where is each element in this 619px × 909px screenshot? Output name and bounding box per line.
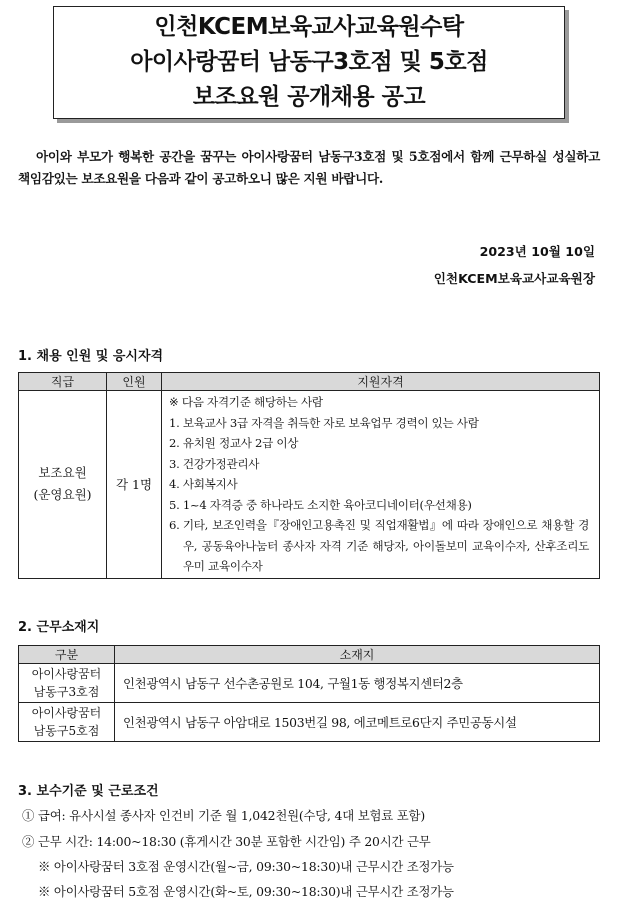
role-line-1: 보조요원: [38, 465, 87, 481]
table-row: [19, 664, 600, 703]
qualification-text: 보육교사 3급 자격을 취득한 자로 보육업무 경력이 있는 사람: [182, 415, 479, 430]
qualification-number: 1.: [169, 415, 183, 430]
condition-note-branch3: ※ 아이사랑꿈터 3호점 운영시간(월~금, 09:30~18:30)내 근무시간 조정가능: [38, 859, 454, 874]
section-1-title: 1. 채용 인원 및 응시자격: [18, 349, 164, 364]
qualification-number: 6.: [169, 518, 183, 532]
place-line-2: 남동구3호점: [33, 685, 100, 699]
qualification-number: 2.: [169, 436, 183, 450]
place-cell: [19, 664, 115, 703]
qualification-item: [169, 474, 589, 495]
qualification-item: [169, 515, 589, 577]
address-cell: 인천광역시 남동구 아암대로 1503번길 98, 에코메트로6단지 주민공동시설: [115, 703, 600, 742]
address-cell: 인천광역시 남동구 선수촌공원로 104, 구월1동 행정복지센터2층: [115, 664, 600, 703]
place-line-1: 아이사랑꿈터: [31, 667, 102, 681]
title-line-1: 인천KCEM보육교사교육원수탁: [154, 14, 464, 40]
condition-note-branch5: ※ 아이사랑꿈터 5호점 운영시간(화~토, 09:30~18:30)내 근무시간 조정가능: [38, 884, 454, 899]
qualification-item: [169, 454, 589, 475]
header-location: 소재지: [115, 646, 600, 664]
qualification-item: [169, 433, 589, 454]
qualification-text: 유치원 정교사 2급 이상: [182, 436, 299, 450]
qualification-item: [169, 413, 589, 434]
header-qualification: 지원자격: [162, 373, 600, 391]
qualification-number: 3.: [169, 456, 183, 471]
qualification-number: 5.: [169, 497, 183, 512]
issuer: 인천KCEM보육교사교육원장: [433, 271, 595, 286]
header-rank: 직급: [19, 373, 107, 391]
qualification-text: 사회복지사: [182, 477, 238, 491]
condition-salary: ① 급여: 유사시설 종사자 인건비 기준 월 1,042천원(수당, 4대 보험료 포함): [22, 808, 425, 823]
qualification-item: [169, 392, 589, 413]
place-line-2: 남동구5호점: [33, 724, 100, 738]
header-division: 구분: [19, 646, 115, 664]
qualification-number: 4.: [169, 477, 183, 491]
title-box: [53, 6, 565, 119]
count-cell: 각 1명: [107, 391, 162, 579]
title-line-3: 보조요원 공개채용 공고: [192, 84, 426, 110]
qualification-cell: [162, 391, 600, 579]
qualification-text: 다음 자격기준 해당하는 사람: [181, 395, 323, 409]
place-cell: [19, 703, 115, 742]
qualification-number: ※: [169, 395, 182, 409]
table-row: [19, 703, 600, 742]
header-count: 인원: [107, 373, 162, 391]
notice-date: 2023년 10월 10일: [479, 244, 595, 259]
role-line-2: (운영요원): [33, 487, 92, 503]
qualification-text: 1~4 자격증 중 하나라도 소지한 육아코디네이터(우선채용): [182, 497, 472, 512]
qualification-text: 건강가정관리사: [182, 456, 260, 471]
intro-paragraph: 아이와 부모가 행복한 공간을 꿈꾸는 아이사랑꿈터 남동구3호점 및 5호점에서 함께 근무하실 성실하고 책임감있는 보조요원을 다음과 같이 공고하오니 많은 지원 바랍니다.: [18, 149, 600, 186]
section-2-title: 2. 근무소재지: [18, 620, 100, 635]
qualification-text: 기타, 보조인력을『장애인고용촉진 및 직업재활법』에 따라 장애인으로 채용할 경우, 공동육아나눔터 종사자 자격 기준 해당자, 아이돌보미 교육이수자, 산후조리도우미 교육이수자: [182, 518, 589, 573]
place-line-1: 아이사랑꿈터: [31, 706, 102, 720]
recruitment-table: [18, 372, 600, 579]
title-line-2: 아이사랑꿈터 남동구3호점 및 5호점: [130, 49, 488, 75]
location-table: [18, 645, 600, 742]
section-3-title: 3. 보수기준 및 근로조건: [18, 784, 159, 799]
qualification-item: [169, 495, 589, 516]
condition-hours: ② 근무 시간: 14:00~18:30 (휴게시간 30분 포함한 시간임) 주 20시간 근무: [22, 834, 431, 849]
role-cell: [19, 391, 107, 579]
